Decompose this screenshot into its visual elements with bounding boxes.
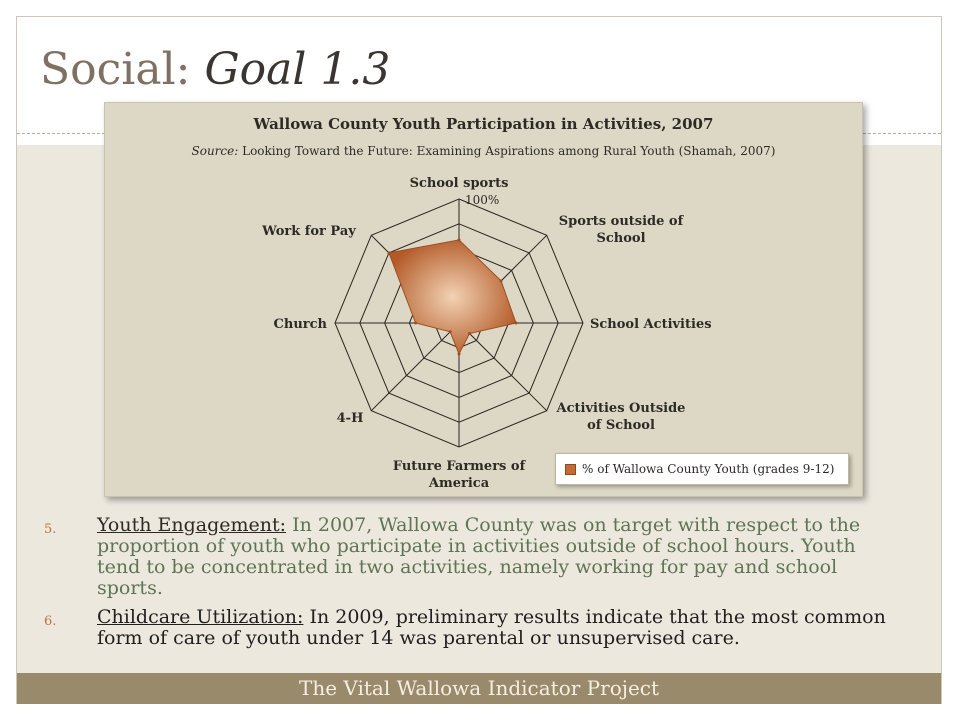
radar-chart-canvas — [105, 103, 862, 496]
axis-tick-label: 100% — [465, 193, 500, 207]
chart-legend — [555, 453, 849, 485]
series-area — [389, 240, 516, 354]
slide-title — [40, 44, 390, 95]
bullet-text: In 2007, Wallowa County was on target with respect to the proportion of youth who participate in activities outside of school hours. Youth tend to be concentrated in two activities, namely working for pay and school sports. — [97, 514, 861, 599]
data-point — [468, 332, 471, 335]
bullet-number: 6. — [44, 614, 57, 629]
category-label: Work for Pay — [262, 224, 356, 239]
bullet-lead: Youth Engagement: — [97, 514, 287, 536]
category-label: Activities Outside of School — [556, 401, 686, 433]
bullet-item — [44, 515, 904, 599]
bullet-list — [44, 515, 904, 657]
category-label: School Activities — [590, 317, 712, 332]
legend-swatch — [565, 464, 576, 475]
category-label: Church — [273, 317, 327, 332]
bullet-text: In 2009, preliminary results indicate that the most common form of care of youth under 14 was parental or unsupervised care. — [97, 606, 886, 649]
legend-series-name: % of Wallowa County Youth (grades 9-12) — [582, 462, 835, 476]
chart-source-label: Source: — [191, 144, 239, 158]
radar-chart — [104, 102, 863, 497]
data-point — [449, 330, 452, 333]
bullet-number: 5. — [44, 522, 57, 537]
category-label: Sports outside of School — [558, 214, 684, 246]
footer-banner: The Vital Wallowa Indicator Project — [17, 673, 941, 704]
data-point — [515, 322, 518, 325]
data-point — [387, 251, 390, 254]
data-point — [414, 322, 417, 325]
bullet-item — [44, 607, 904, 649]
category-label: Future Farmers of America — [392, 459, 526, 491]
chart-source — [105, 144, 862, 158]
data-point — [500, 279, 503, 282]
chart-title: Wallowa County Youth Participation in Activities, 2007 — [253, 115, 714, 133]
title-prefix: Social: — [40, 44, 205, 95]
chart-source-text: Looking Toward the Future: Examining Aspirations among Rural Youth (Shamah, 2007) — [242, 144, 776, 158]
data-point — [458, 353, 461, 356]
title-goal: Goal 1.3 — [204, 44, 391, 95]
data-point — [458, 238, 461, 241]
bullet-lead: Childcare Utilization: — [97, 606, 304, 628]
category-label: School sports — [409, 176, 509, 191]
category-label: 4-H — [336, 411, 364, 426]
